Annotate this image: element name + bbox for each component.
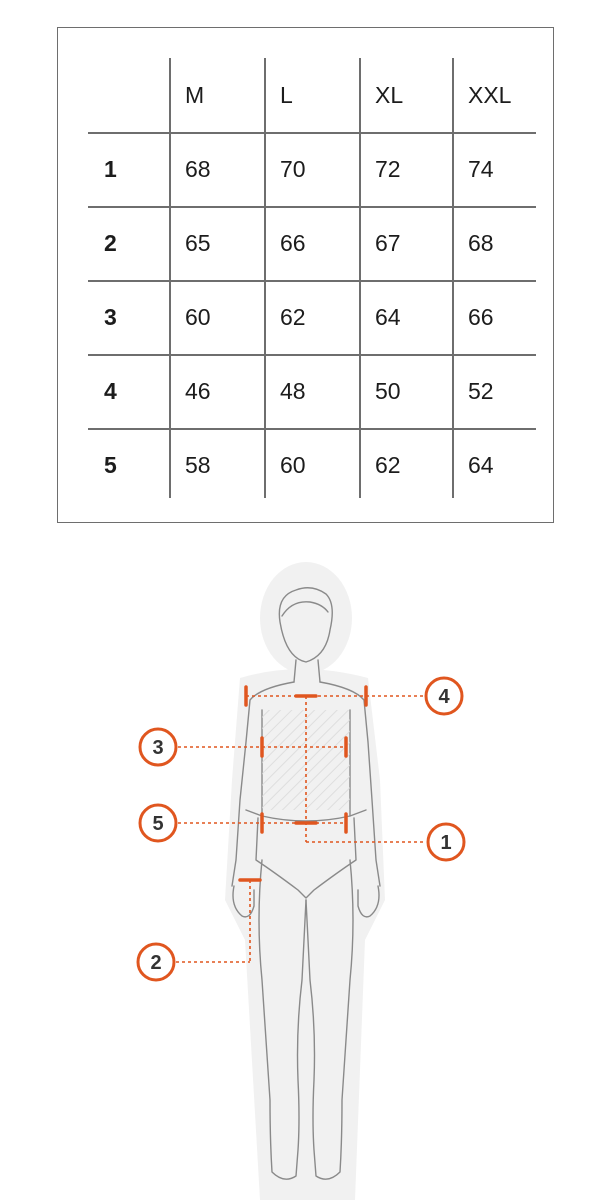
size-chart-table — [57, 27, 554, 523]
measurement-ticks — [240, 687, 366, 880]
table-cell: 68 — [468, 230, 494, 256]
marker-number: 1 — [440, 832, 452, 854]
table-cell: 60 — [185, 304, 211, 330]
table-header-cell: M — [185, 82, 205, 108]
table-row-label: 2 — [104, 230, 117, 256]
table-cell: 72 — [375, 156, 401, 182]
table-cell: 66 — [280, 230, 306, 256]
table-cell: 60 — [280, 452, 306, 478]
marker-number: 5 — [152, 813, 164, 835]
table-header-cell: L — [280, 82, 293, 108]
table-row-label: 5 — [104, 452, 117, 478]
table-cell: 74 — [468, 156, 494, 182]
table-cell: 64 — [375, 304, 401, 330]
dotted-guides — [176, 696, 424, 962]
table-cell: 46 — [185, 378, 211, 404]
marker-2 — [138, 944, 174, 980]
marker-number: 4 — [438, 686, 450, 708]
table-cell: 68 — [185, 156, 211, 182]
table-row-label: 3 — [104, 304, 117, 330]
table-column-divider — [169, 58, 171, 498]
table-cell: 52 — [468, 378, 494, 404]
marker-5 — [140, 805, 176, 841]
table-cell: 65 — [185, 230, 211, 256]
table-row-label: 4 — [104, 378, 117, 404]
marker-number: 3 — [152, 737, 164, 759]
marker-3 — [140, 729, 176, 765]
table-cell: 62 — [280, 304, 306, 330]
table-cell: 70 — [280, 156, 306, 182]
table-header-cell: XXL — [468, 82, 512, 108]
table-cell: 64 — [468, 452, 494, 478]
marker-4 — [426, 678, 462, 714]
table-column-divider — [452, 58, 454, 498]
table-cell: 62 — [375, 452, 401, 478]
table-header-cell: XL — [375, 82, 404, 108]
table-column-divider — [359, 58, 361, 498]
table-cell: 66 — [468, 304, 494, 330]
table-cell: 67 — [375, 230, 401, 256]
table-cell: 48 — [280, 378, 306, 404]
table-column-divider — [264, 58, 266, 498]
table-row-label: 1 — [104, 156, 117, 182]
table-cell: 50 — [375, 378, 401, 404]
marker-number: 2 — [150, 952, 162, 974]
measurement-markers — [0, 560, 611, 1200]
table-cell: 58 — [185, 452, 211, 478]
marker-1 — [428, 824, 464, 860]
marker-circles — [138, 678, 464, 980]
